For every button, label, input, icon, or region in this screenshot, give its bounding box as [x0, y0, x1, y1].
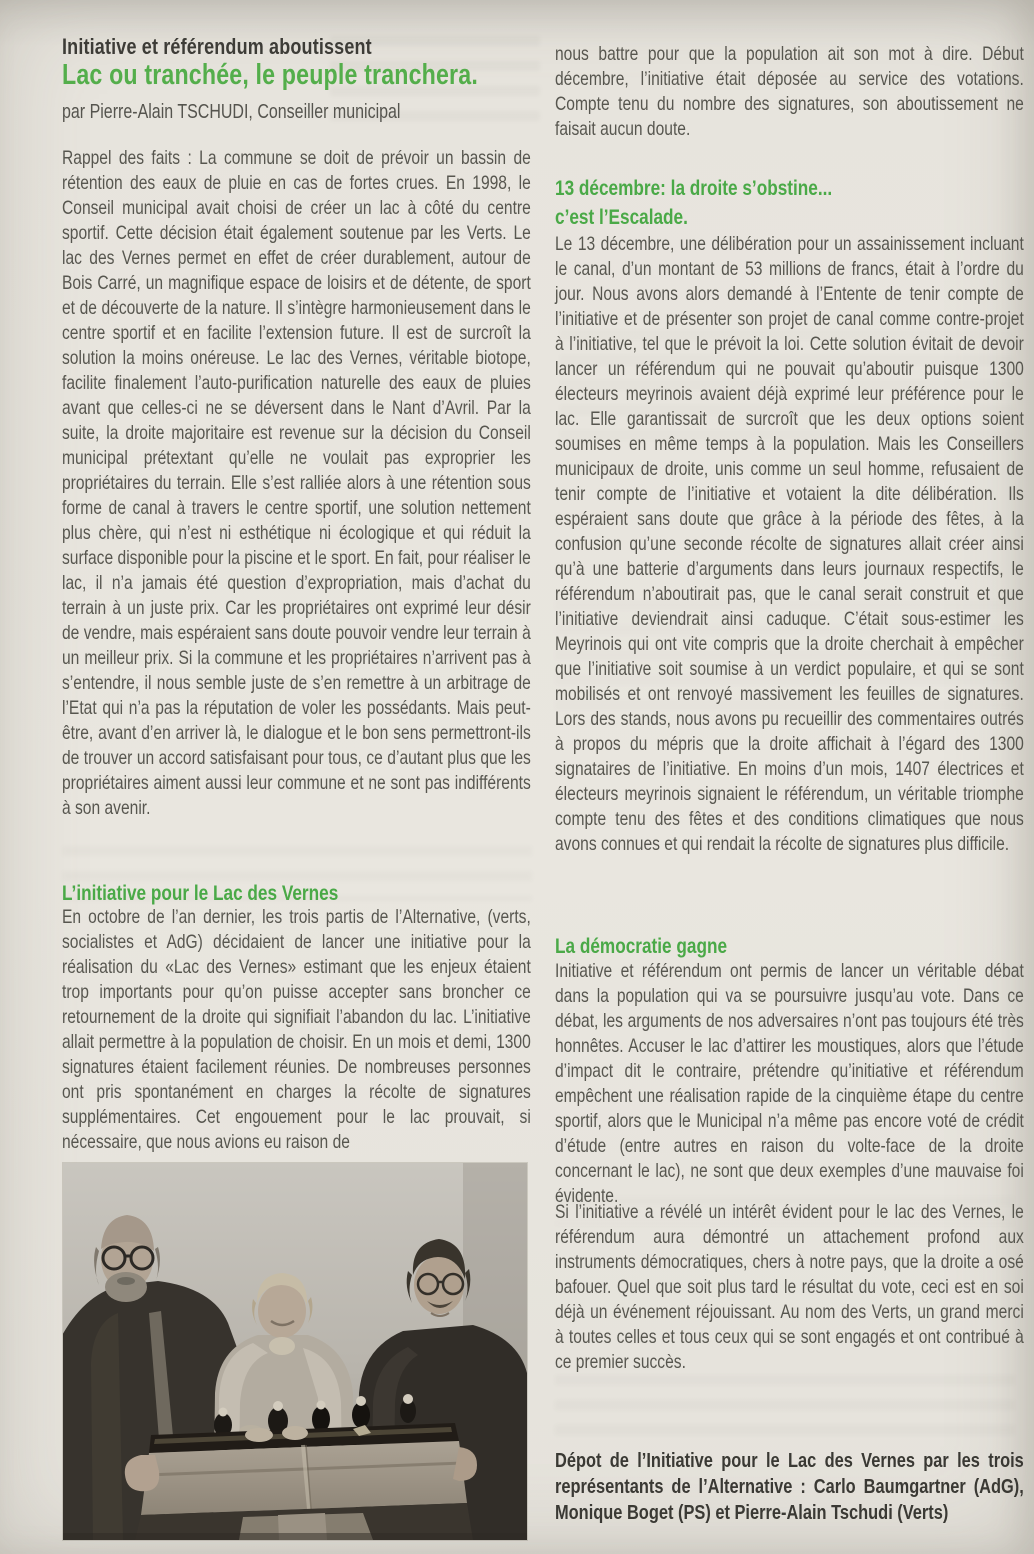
article-byline: par Pierre-Alain TSCHUDI, Conseiller municipal	[62, 101, 401, 123]
section-heading-democratie: La démocratie gagne	[555, 934, 728, 958]
heading-line-1: 13 décembre: la droite s’obstine...	[555, 176, 833, 200]
paragraph-rappel-des-faits: Rappel des faits : La commune se doit de prévoir un bassin de rétention des eaux de pluie en cas de fortes crues. En 1998, le Conseil municipal avait choisi de créer un lac à côté du centre sportif. Cette décision était également soutenue par les Verts. Le lac des Vernes permet en effet de créer durablement, autour de Bois Carré, un magnifique espace de loisirs et de détente, de sport et de découverte de la nature. Il s’intègre harmonieusement dans le centre sportif et en facilite l’extension future. Il est de surcroît la solution la moins onéreuse. Le lac des Vernes, véritable biotope, facilite finalement l’auto-purification naturelle des eaux de pluies avant que celles-ci ne se déversent dans le Nant d’Avril. Par la suite, la droite majoritaire est revenue sur la décision du Conseil municipal prétextant qu’elle ne voulait pas exproprier les propriétaires du terrain. Elle s’est ralliée alors à une rétention sous forme de canal à travers le centre sportif, une solution nettement plus chère, qui n’est ni esthétique ni écologique et qui réduit la surface disponible pour la piscine et le sport. En fait, pour réaliser le lac, il n’a jamais été question d’expropriation, mais d’achat du terrain à un juste prix. Car les propriétaires ont exprimé leur désir de vendre, mais espéraient sans doute pouvoir vendre leur terrain à un meilleur prix. Si la commune et les propriétaires n’arrivent pas à s’entendre, il nous semble juste de s’en remettre à un arbitrage de l’Etat qui n’a pas la réputation de voler les possédants. Mais peut-être, avant d’en arriver là, le dialogue et le bon sens permettront-ils de trouver un accord satisfaisant pour tous, ce d’autant plus que les propriétaires aiment aussi leur commune et ne sont pas indifférents à son avenir.	[62, 147, 531, 819]
photo-illustration	[63, 1163, 527, 1540]
section-heading-initiative: L’initiative pour le Lac des Vernes	[62, 881, 339, 905]
paragraph-deliberation: Le 13 décembre, une délibération pour un assainissement incluant le canal, d’un montant de 53 millions de francs, était à l’ordre du jour. Nous avons alors demandé à l’Entente de tenir compte de l’initiative et de présenter son projet de canal comme contre-projet à l’initiative, tel que le prévoit la loi. Cette solution évitait de devoir lancer un référendum qui ne pouvait qu’aboutir puisque 1300 électeurs meyrinois avaient déjà exprimé leur préférence pour le lac. Elle garantissait de surcroît que les deux options soient soumises en même temps à la population. Mais les Conseillers municipaux de droite, unis comme un seul homme, refusaient de tenir compte de l’initiative et votaient la dite délibération. Ils espéraient sans doute que grâce à la période des fêtes, à la confusion qu’une seconde récolte de signatures allait créer ainsi qu’à une batterie d’arguments dans leurs journaux respectifs, le référendum n’aboutirait pas, que le canal serait construit et que l’initiative deviendrait ainsi caduque. C’était sous-estimer les Meyrinois qui ont vite compris que la droite cherchait à empêcher que l’initiative soit soumise à un verdict populaire, et qui se sont mobilisés et ont renvoyé massivement les feuilles de signatures. Lors des stands, nous avons pu recueillir des commentaires outrés à propos du mépris que la droite affichait à l’égard des 1300 signataires de l’initiative. En moins d’un mois, 1407 électrices et électeurs meyrinois signaient le référendum, un véritable triomphe compte tenu des fêtes et des conditions climatiques que nous avons connues et qui rendait la récolte de signatures plus difficile.	[555, 233, 1024, 855]
section-heading-13-decembre	[555, 174, 1024, 232]
right-column	[555, 34, 1024, 1554]
photo-initiative-deposit	[63, 1163, 527, 1540]
heading-line-2: c’est l’Escalade.	[555, 205, 688, 229]
article-kicker: Initiative et référendum aboutissent	[62, 34, 372, 59]
paragraph-continuation: nous battre pour que la population ait son mot à dire. Début décembre, l’initiative était déposée au service des votations. Compte tenu du nombre des signatures, son aboutissement ne faisait aucun doute.	[555, 43, 1024, 140]
photo-caption: Dépot de l’Initiative pour le Lac des Vernes par les trois représentants de l’Alternative : Carlo Baumgartner (AdG), Monique Boget (PS) et Pierre-Alain Tschudi (Verts)	[555, 1449, 1024, 1524]
paragraph-conclusion: Si l’initiative a révélé un intérêt évident pour le lac des Vernes, le référendum aura démontré un attachement profond aux instruments démocratiques, chers à notre pays, que la droite a osé bafouer. Quel que soit plus tard le résultat du vote, ceci est en soi déjà un événement réjouissant. Au nom des Verts, un grand merci à toutes celles et tous ceux qui se sont engagés et ont contribué à ce premier succès.	[555, 1201, 1024, 1373]
paragraph-initiative: En octobre de l’an dernier, les trois partis de l’Alternative, (verts, socialistes et AdG) décidaient de lancer une initiative pour la réalisation du «Lac des Vernes» estimant que les enjeux étaient trop importants pour qu’on puisse accepter sans broncher ce retournement de la droite qui signifiait l’abandon du lac. L’initiative allait permettre à la population de choisir. En un mois et demi, 1300 signatures étaient facilement réunies. De nombreuses personnes ont pris spontanément en charges la récolte de signatures supplémentaires. Cet engouement pour le lac prouvait, si nécessaire, que nous avions eu raison de	[62, 906, 531, 1153]
article-title: Lac ou tranchée, le peuple tranchera.	[62, 59, 478, 91]
paragraph-debat: Initiative et référendum ont permis de lancer un véritable débat dans la population qui va se poursuivre jusqu’au vote. Dans ce débat, les arguments de nos adversaires n’ont pas toujours été très honnêtes. Accuser le lac d’attirer les moustiques, alors que l’étude d’impact dit le contraire, prétendre qu’initiative et référendum empêchent une réalisation rapide de la cinquième étape du centre sportif, alors que le Municipal n’a même pas encore voté de crédit d’étude (entre autres en raison du volte-face de la droite concernant le lac), ne sont que deux exemples d’une mauvaise foi évidente.	[555, 960, 1024, 1207]
